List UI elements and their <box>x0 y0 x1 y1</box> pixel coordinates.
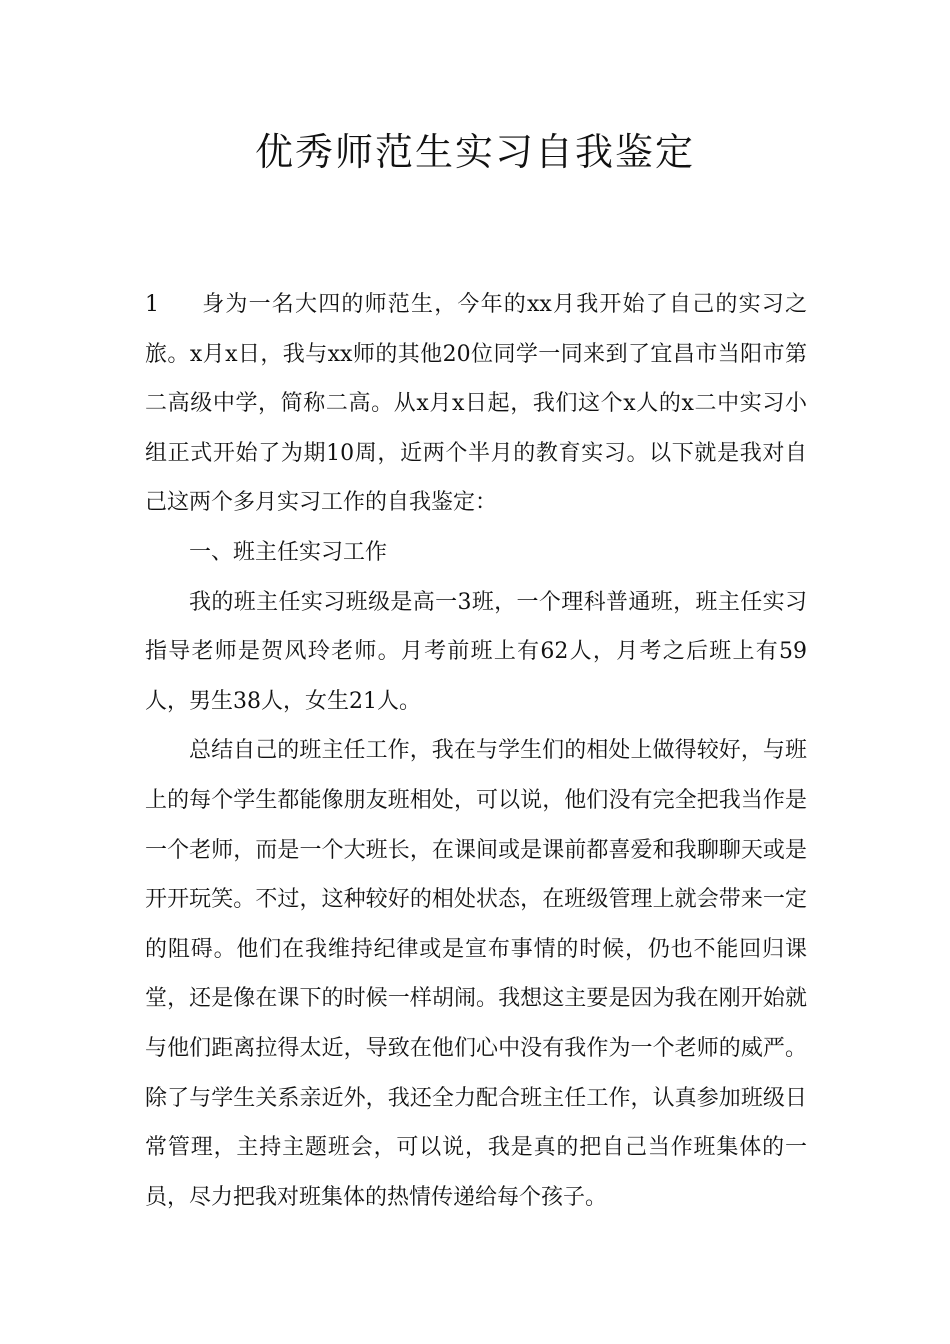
paragraph-2: 我的班主任实习班级是高一3班，一个理科普通班，班主任实习指导老师是贺风玲老师。月考前班上有62人，月考之后班上有59人，男生38人，女生21人。 <box>145 589 807 714</box>
section-heading: 一、班主任实习工作 <box>189 539 388 565</box>
document-title: 优秀师范生实习自我鉴定 <box>254 130 695 174</box>
paragraph-number: 1 <box>145 292 159 317</box>
paragraph-1 <box>145 280 807 528</box>
paragraph-3: 总结自己的班主任工作，我在与学生们的相处上做得较好，与班上的每个学生都能像朋友班相处，可以说，他们没有完全把我当作是一个老师，而是一个大班长，在课间或是课前都喜爱和我聊聊天或是开开玩笑。不过，这种较好的相处状态，在班级管理上就会带来一定的阻碍。他们在我维持纪律或是宣布事情的时候，仍也不能回归课堂，还是像在课下的时候一样胡闹。我想这主要是因为我在刚开始就与他们距离拉得太近，导致在他们心中没有我作为一个老师的威严。除了与学生关系亲近外，我还全力配合班主任工作，认真参加班级日常管理，主持主题班会，可以说，我是真的把自己当作班集体的一员，尽力把我对班集体的热情传递给每个孩子。 <box>145 738 807 1210</box>
document-body <box>145 280 807 1222</box>
paragraph-text: 身为一名大四的师范生，今年的xx月我开始了自己的实习之旅。x月x日，我与xx师的其他20位同学一同来到了宜昌市当阳市第二高级中学，简称二高。从x月x日起，我们这个x人的x二中实习小组正式开始了为期10周，近两个半月的教育实习。以下就是我对自己这两个多月实习工作的自我鉴定： <box>145 292 807 516</box>
